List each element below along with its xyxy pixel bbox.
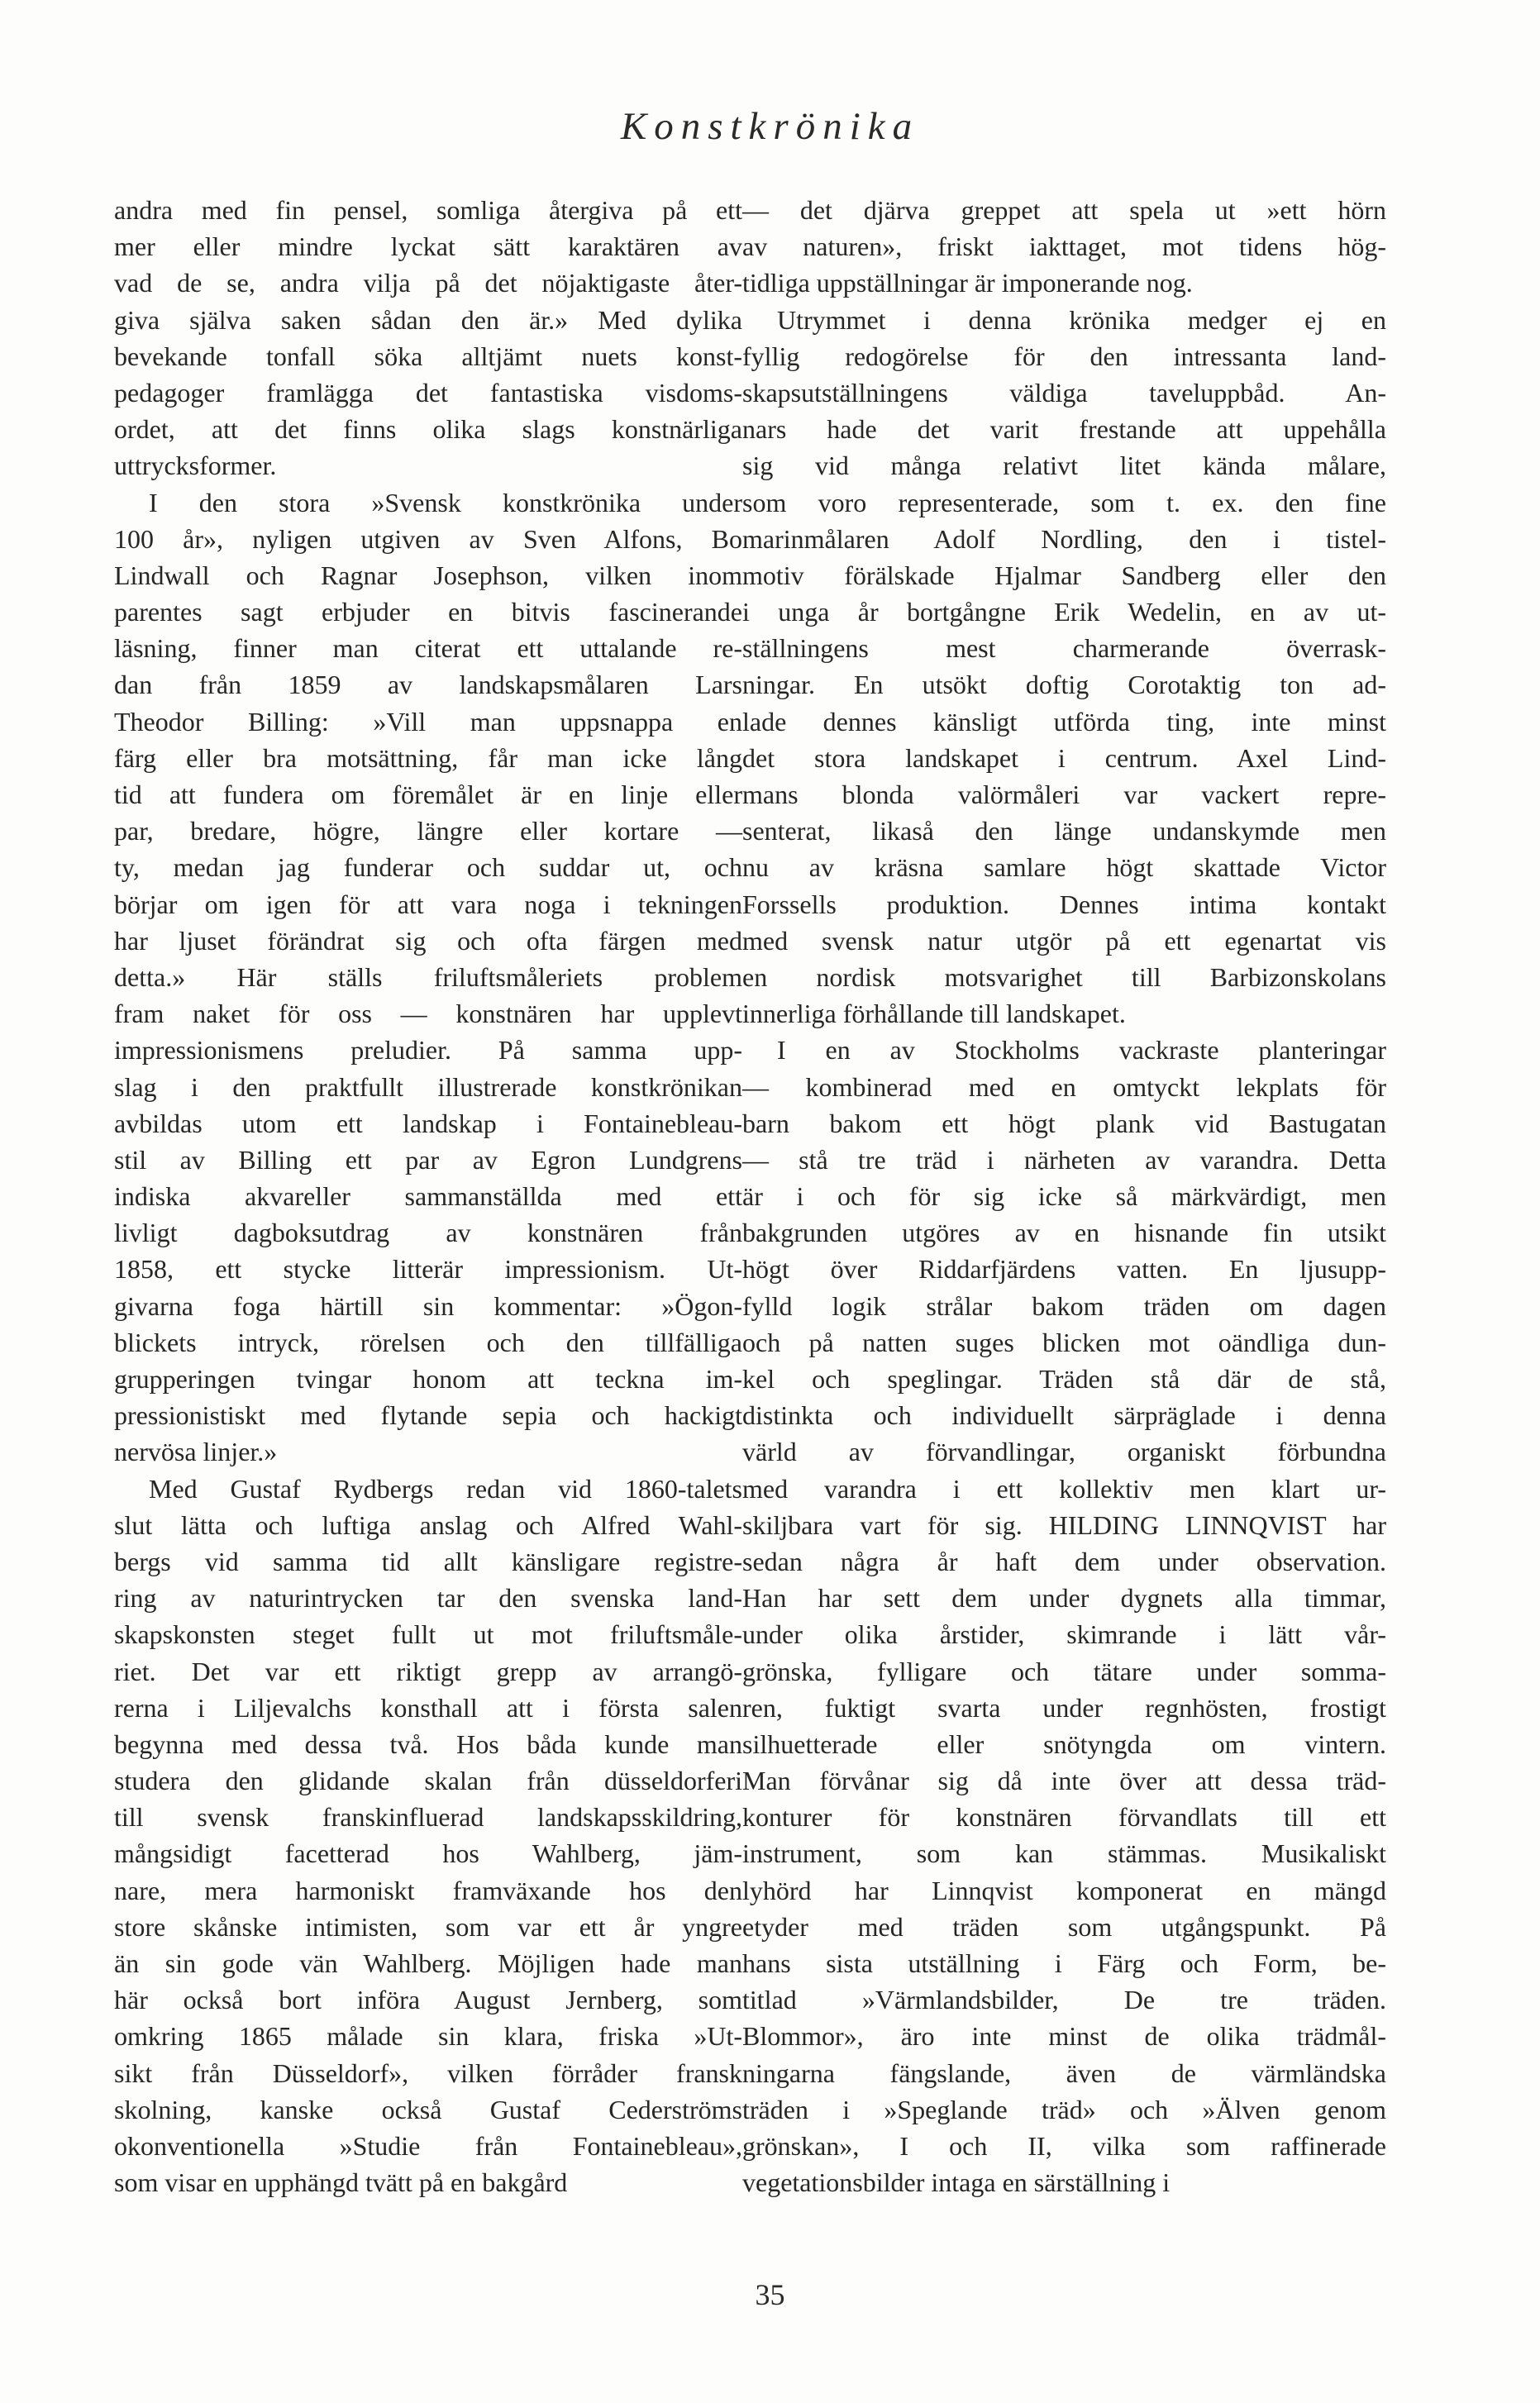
text-line: fylld logik strålar bakom träden om dagen bbox=[742, 1290, 1386, 1321]
text-line: impressionismens preludier. På samma upp- bbox=[114, 1035, 742, 1066]
text-line: senterat, likaså den länge undanskymde men bbox=[742, 816, 1386, 846]
text-line: — kombinerad med en omtyckt lekplats för bbox=[742, 1071, 1386, 1102]
text-line: blickets intryck, rörelsen och den tillfälliga bbox=[114, 1327, 742, 1357]
text-line: Man förvånar sig då inte över att dessa träd- bbox=[742, 1766, 1386, 1796]
text-line: Utrymmet i denna krönika medger ej en bbox=[777, 304, 1386, 335]
text-line: etyder med träden som utgångspunkt. På bbox=[742, 1911, 1386, 1942]
text-line: — det djärva greppet att spela ut »ett hörn bbox=[742, 195, 1386, 225]
text-line: skapsutställningens väldiga taveluppbåd. An- bbox=[742, 377, 1386, 408]
text-line: store skånske intimisten, som var ett år yngre bbox=[114, 1911, 742, 1942]
text-line: mans blonda valörmåleri var vackert repre- bbox=[742, 780, 1386, 809]
text-line: barn bakom ett högt plank vid Bastugatan bbox=[742, 1108, 1386, 1138]
text-line: okonventionella »Studie från Fontainebleau», bbox=[114, 2130, 742, 2161]
text-line: givarna foga härtill sin kommentar: »Ögon- bbox=[114, 1290, 742, 1321]
text-line: grönska, fylligare och tätare under somma- bbox=[742, 1656, 1386, 1686]
text-line: motiv förälskade Hjalmar Sandberg eller den bbox=[742, 560, 1386, 590]
text-line: än sin gode vän Wahlberg. Möjligen hade man bbox=[114, 1948, 742, 1978]
text-line: bakgrunden utgöres av en hisnande fin utsikt bbox=[742, 1218, 1386, 1248]
text-line: livligt dagboksutdrag av konstnären från bbox=[114, 1218, 742, 1248]
text-line: I den stora »Svensk konstkrönika under bbox=[149, 487, 742, 517]
text-line: under olika årstider, skimrande i lätt vår- bbox=[742, 1619, 1386, 1650]
text-line: lade dennes känsligt utförda ting, inte minst bbox=[742, 706, 1386, 737]
text-line: — stå tre träd i närheten av varandra. Detta bbox=[742, 1144, 1386, 1175]
text-line: parentes sagt erbjuder en bitvis fascinerande bbox=[114, 597, 742, 627]
text-line: ren, fuktigt svarta under regnhösten, frostigt bbox=[742, 1692, 1386, 1723]
text-line: Forssells produktion. Dennes intima kontakt bbox=[742, 889, 1386, 919]
text-line: studera den glidande skalan från düsseldorferi bbox=[114, 1766, 742, 1796]
text-line: instrument, som kan stämmas. Musikaliskt bbox=[742, 1838, 1386, 1869]
text-line: pressionistiskt med flytande sepia och hackigt bbox=[114, 1400, 742, 1431]
text-line: med svensk natur utgör på ett egenartat vis bbox=[742, 925, 1386, 956]
text-line: ställningens mest charmerande överrask- bbox=[742, 633, 1386, 664]
text-line: värld av förvandlingar, organiskt förbundna bbox=[742, 1437, 1386, 1467]
text-line: fram naket för oss — konstnären har upplevt bbox=[114, 999, 742, 1029]
text-line: par, bredare, högre, längre eller kortare — bbox=[114, 816, 742, 846]
text-line: med varandra i ett kollektiv men klart ur- bbox=[742, 1473, 1386, 1504]
text-line: sikt från Düsseldorf», vilken förråder fransk bbox=[114, 2057, 742, 2088]
text-line: ningar. En utsökt doftig Corotaktig ton ad- bbox=[742, 670, 1386, 700]
text-line: bevekande tonfall söka alltjämt nuets konst- bbox=[114, 341, 742, 371]
text-line: tid att fundera om föremålet är en linje eller bbox=[114, 780, 742, 809]
text-line: grupperingen tvingar honom att teckna im- bbox=[114, 1364, 742, 1394]
text-line: fyllig redogörelse för den intressanta land- bbox=[742, 341, 1386, 371]
text-line: giva själva saken sådan den är.» Med dylika bbox=[114, 304, 742, 335]
text-line: silhuetterade eller snötyngda om vintern. bbox=[742, 1728, 1386, 1759]
text-line: begynna med dessa två. Hos båda kunde man bbox=[114, 1728, 742, 1759]
text-line: Blommor», äro inte minst de olika trädmål- bbox=[742, 2021, 1386, 2052]
text-line: till svensk franskinfluerad landskapsskildring, bbox=[114, 1802, 742, 1833]
text-line: sig vid många relativt litet kända målare, bbox=[742, 451, 1386, 481]
text-line: ty, medan jag funderar och suddar ut, och bbox=[114, 852, 742, 883]
text-line: bergs vid samma tid allt känsligare registre- bbox=[114, 1546, 742, 1576]
text-line: marinmålaren Adolf Nordling, den i tistel- bbox=[742, 523, 1386, 554]
text-line: färg eller bra motsättning, får man icke lång bbox=[114, 742, 742, 773]
text-line: är i och för sig icke så märkvärdigt, men bbox=[742, 1181, 1386, 1212]
text-line: Med Gustaf Rydbergs redan vid 1860-talets bbox=[149, 1473, 742, 1504]
text-line: nervösa linjer.» bbox=[114, 1437, 278, 1467]
text-line: har ljuset förändrat sig och ofta färgen med bbox=[114, 925, 742, 956]
text-line: nare, mera harmoniskt framväxande hos den bbox=[114, 1875, 742, 1905]
text-line: av naturen», friskt iakttaget, mot tidens hög- bbox=[742, 231, 1386, 262]
text-line: slag i den praktfullt illustrerade konstkrönikan bbox=[114, 1071, 742, 1102]
text-line: Han har sett dem under dygnets alla timmar, bbox=[742, 1583, 1386, 1614]
text-line: som visar en upphängd tvätt på en bakgård bbox=[114, 2167, 568, 2198]
text-line: riet. Det var ett riktigt grepp av arrangö- bbox=[114, 1656, 742, 1686]
text-line: skapskonsten steget fullt ut mot friluftsmåle- bbox=[114, 1619, 742, 1650]
text-line: indiska akvareller sammanställda med ett bbox=[114, 1181, 742, 1212]
text-line: sedan några år haft dem under observation. bbox=[742, 1546, 1386, 1576]
text-line: dan från 1859 av landskapsmålaren Lars bbox=[114, 670, 742, 700]
text-line: Theodor Billing: »Vill man uppsnappa en bbox=[114, 706, 742, 737]
text-line: skolning, kanske också Gustaf Cederströms bbox=[114, 2094, 742, 2124]
text-line: högt över Riddarfjärdens vatten. En ljusupp- bbox=[742, 1254, 1386, 1285]
text-line: börjar om igen för att vara noga i tekningen bbox=[114, 889, 742, 919]
text-line: nars hade det varit frestande att uppehålla bbox=[742, 414, 1386, 445]
text-line: andra med fin pensel, somliga återgiva på ett bbox=[114, 195, 742, 225]
text-line: nu av kräsna samlare högt skattade Victor bbox=[742, 852, 1386, 883]
text-line: slut lätta och luftiga anslag och Alfred Wahl- bbox=[114, 1509, 742, 1540]
left-text-column bbox=[114, 192, 742, 2200]
text-line: I en av Stockholms vackraste planteringar bbox=[777, 1035, 1386, 1066]
text-line: det stora landskapet i centrum. Axel Lind- bbox=[742, 742, 1386, 773]
text-line: skiljbara vart för sig. HILDING LINNQVIST har bbox=[742, 1509, 1386, 1540]
text-line: kel och speglingar. Träden stå där de stå, bbox=[742, 1364, 1386, 1394]
text-line: här också bort införa August Jernberg, som bbox=[114, 1985, 742, 2015]
text-line: Lindwall och Ragnar Josephson, vilken inom bbox=[114, 560, 742, 590]
text-line: i unga år bortgångne Erik Wedelin, en av ut- bbox=[742, 597, 1386, 627]
text-line: innerliga förhållande till landskapet. bbox=[742, 999, 1126, 1029]
text-line: konturer för konstnären förvandlats till ett bbox=[742, 1802, 1386, 1833]
text-line: mer eller mindre lyckat sätt karaktären av bbox=[114, 231, 742, 262]
text-line: lyhörd har Linnqvist komponerat en mängd bbox=[742, 1875, 1386, 1905]
page-number: 35 bbox=[755, 2278, 785, 2311]
text-line: och på natten suges blicken mot oändliga dun- bbox=[742, 1327, 1386, 1357]
text-line: vegetationsbilder intaga en särställning i bbox=[742, 2167, 1170, 2198]
text-line: hans sista utställning i Färg och Form, be- bbox=[742, 1948, 1386, 1978]
text-line: pedagoger framlägga det fantastiska visdoms- bbox=[114, 377, 742, 408]
text-line: tidliga uppställningar är imponerande nog. bbox=[742, 268, 1193, 298]
text-line: som voro representerade, som t. ex. den fine bbox=[742, 487, 1386, 517]
text-line: 100 år», nyligen utgiven av Sven Alfons, Bo bbox=[114, 523, 742, 554]
text-line: omkring 1865 målade sin klara, friska »Ut- bbox=[114, 2021, 742, 2052]
text-line: grönskan», I och II, vilka som raffinerade bbox=[742, 2130, 1386, 2161]
right-text-column bbox=[742, 192, 1386, 2200]
text-line: distinkta och individuellt särpräglade i denna bbox=[742, 1400, 1386, 1431]
text-line: mångsidigt facetterad hos Wahlberg, jäm- bbox=[114, 1838, 742, 1869]
text-line: detta.» Här ställs friluftsmåleriets problem bbox=[114, 961, 742, 992]
text-line: ordet, att det finns olika slags konstnärliga bbox=[114, 414, 742, 445]
text-line: en nordisk motsvarighet till Barbizonskolans bbox=[742, 961, 1386, 992]
text-line: läsning, finner man citerat ett uttalande re- bbox=[114, 633, 742, 664]
text-line: ring av naturintrycken tar den svenska land- bbox=[114, 1583, 742, 1614]
text-line: titlad »Värmlandsbilder, De tre träden. bbox=[742, 1985, 1386, 2015]
text-line: avbildas utom ett landskap i Fontainebleau- bbox=[114, 1108, 742, 1138]
text-line: 1858, ett stycke litterär impressionism. Ut- bbox=[114, 1254, 742, 1285]
text-line: rerna i Liljevalchs konsthall att i första salen bbox=[114, 1692, 742, 1723]
text-line: vad de se, andra vilja på det nöjaktigaste åter- bbox=[114, 268, 742, 298]
text-line: uttrycksformer. bbox=[114, 451, 277, 481]
running-title: Konstkrönika bbox=[620, 105, 920, 148]
text-line: träden i »Speglande träd» och »Älven genom bbox=[742, 2094, 1386, 2124]
text-line: stil av Billing ett par av Egron Lundgrens bbox=[114, 1144, 742, 1175]
text-line: ningarna fängslande, även de värmländska bbox=[742, 2057, 1386, 2088]
